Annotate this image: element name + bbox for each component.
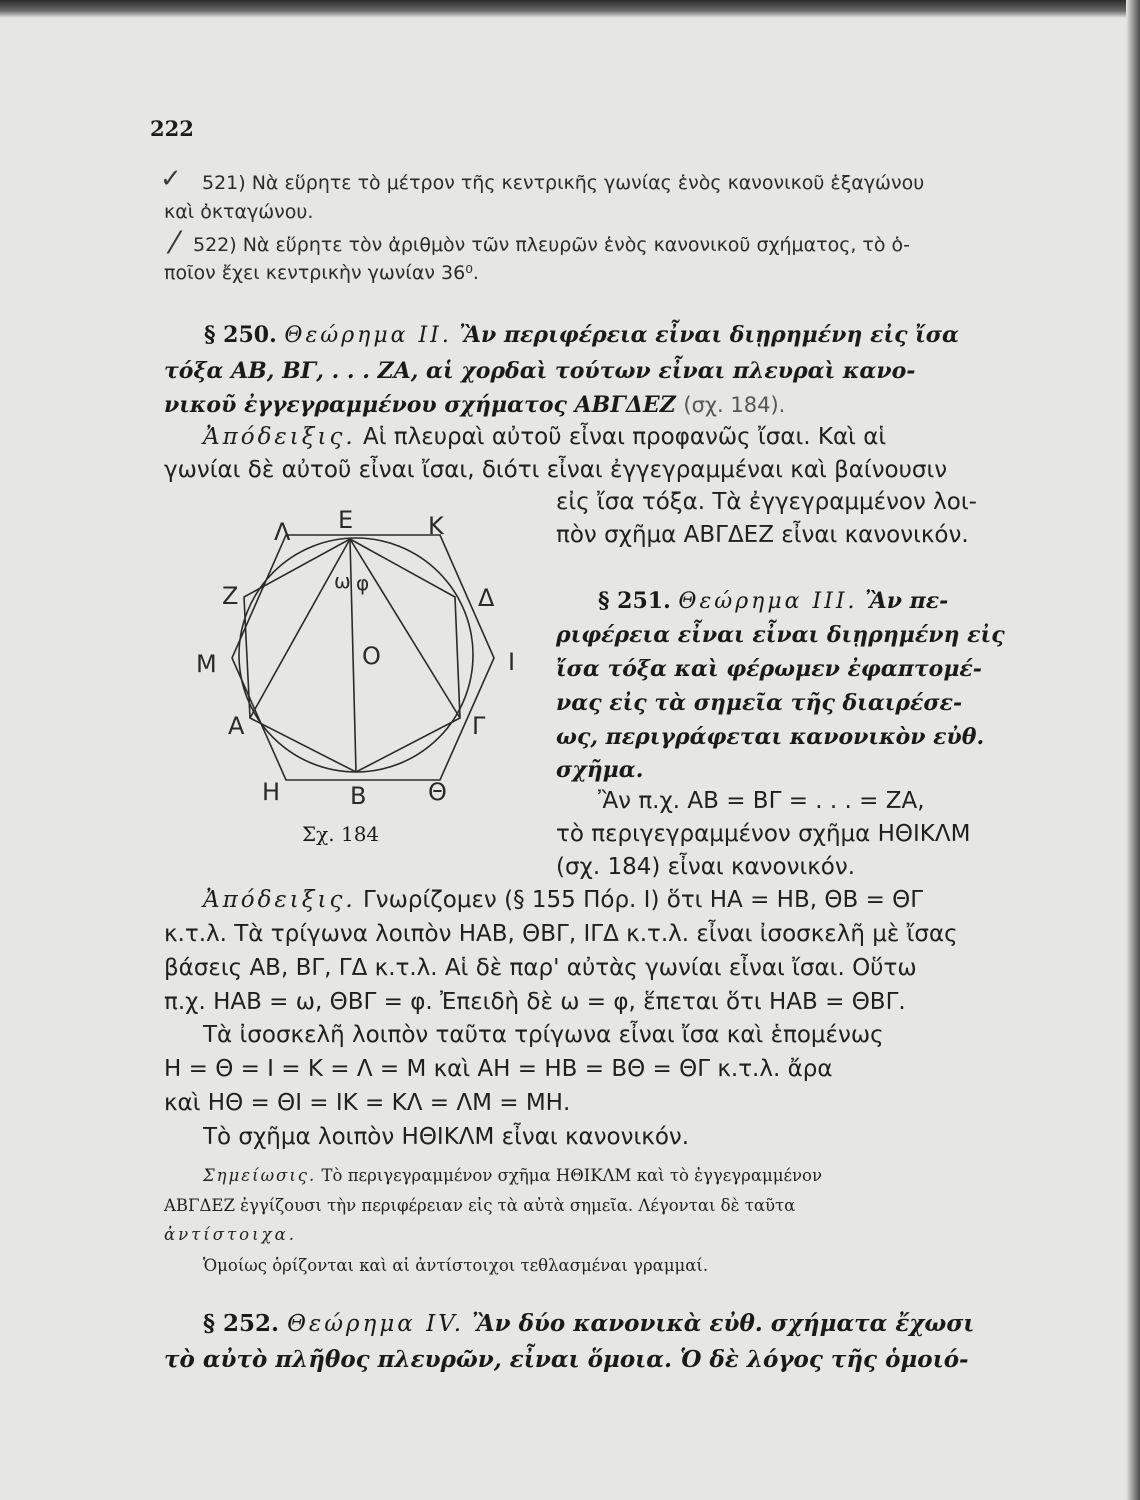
s251-statement-1: Ἂν πε-	[865, 588, 949, 614]
s252-number: § 252.	[203, 1310, 280, 1337]
s251-proof-line-6: Η = Θ = Ι = Κ = Λ = Μ καὶ ΑΗ = ΗΒ = ΒΘ = ΘΓ κ.τ.λ. ἄρα	[164, 1056, 833, 1082]
exercise-522-line-1: 522) Νὰ εὕρητε τὸν ἀριθμὸν τῶν πλευρῶν ἑνὸς κανονικοῦ σχήματος, τὸ ὁ-	[193, 234, 911, 256]
s251-proof-line-1	[203, 887, 923, 913]
s250-statement-1: Ἂν περιφέρεια εἶναι διῃρημένη εἰς ἴσα	[459, 322, 959, 348]
label-Z: Ζ	[222, 582, 239, 610]
s250-statement-3: νικοῦ ἐγγεγραμμένου σχήματος ΑΒΓΔΕΖ	[164, 392, 676, 418]
s250-proof-line-4: πὸν σχῆμα ΑΒΓΔΕΖ εἶναι κανονικόν.	[556, 522, 969, 548]
exercise-521-line-2: καὶ ὀκταγώνου.	[164, 201, 314, 223]
chord-EG	[350, 539, 460, 718]
figure-caption: Σχ. 184	[302, 822, 380, 846]
s252-label: Θεώρημα IV.	[287, 1311, 465, 1337]
slash-mark-icon: ⁄	[172, 226, 178, 261]
s251-statement-2: ριφέρεια εἶναι εἶναι διῃρημένη εἰς	[556, 622, 1005, 648]
s250-proof-line-3: εἰς ἴσα τόξα. Τὰ ἐγγεγραμμένον λοι-	[556, 489, 977, 515]
label-B: Β	[350, 782, 367, 810]
s252-statement-2: τὸ αὐτὸ πλῆθος πλευρῶν, εἶναι ὅμοια. Ὁ δὲ λόγος τῆς ὁμοιό-	[164, 1346, 969, 1373]
label-G: Γ	[472, 712, 486, 740]
s250-proof-line-1	[203, 424, 886, 450]
label-H: Η	[262, 778, 281, 806]
exercise-521-line-1: 521) Νὰ εὕρητε τὸ μέτρον τῆς κεντρικῆς γωνίας ἑνὸς κανονικοῦ ἑξαγώνου	[202, 172, 925, 194]
s250-statement-2: τόξα ΑΒ, ΒΓ, . . . ΖΑ, αἱ χορδαὶ τούτων εἶναι πλευραὶ κανο-	[164, 358, 916, 384]
label-M: Μ	[196, 650, 217, 678]
s250-proof-text-1: Αἱ πλευραὶ αὐτοῦ εἶναι προφανῶς ἴσαι. Καὶ αἱ	[362, 424, 887, 450]
s250-proof-line-2: γωνίαι δὲ αὐτοῦ εἶναι ἴσαι, διότι εἶναι ἐγγεγραμμέναι καὶ βαίνουσιν	[164, 457, 948, 483]
remark-text-1: Τὸ περιγεγραμμένον σχῆμα ΗΘΙΚΛΜ καὶ τὸ ἐγγεγραμμένον	[321, 1166, 822, 1185]
s251-statement-5: ως, περιγράφεται κανονικὸν εὐθ.	[556, 724, 985, 750]
label-L: Λ	[274, 518, 291, 546]
s251-proof-label: Ἀπόδειξις.	[203, 887, 356, 913]
remark-label: Σημείωσις.	[203, 1166, 317, 1185]
s251-proof-line-5: Τὰ ἰσοσκελῆ λοιπὸν ταῦτα τρίγωνα εἶναι ἴσα καὶ ἑπομένως	[203, 1022, 884, 1048]
s251-statement-3: ἴσα τόξα καὶ φέρωμεν ἐφαπτομέ-	[556, 656, 982, 682]
remark-line-2: ΑΒΓΔΕΖ ἐγγίζουσι τὴν περιφέρειαν εἰς τὰ αὐτὰ σημεῖα. Λέγονται δὲ ταῦτα	[164, 1196, 796, 1215]
s251-statement-6: σχῆμα.	[556, 757, 644, 783]
exercise-522-line-2: ποῖον ἔχει κεντρικὴν γωνίαν 36⁰.	[164, 262, 479, 284]
s251-example-line-3: (σχ. 184) εἶναι κανονικόν.	[556, 854, 856, 880]
s251-example-line-1: Ἂν π.χ. ΑΒ = ΒΓ = . . . = ΖΑ,	[598, 788, 925, 814]
label-D: Δ	[478, 584, 495, 612]
s251-heading	[598, 588, 948, 614]
s251-statement-4: νας εἰς τὰ σημεῖα τῆς διαιρέσε-	[556, 690, 963, 716]
remark-line-3: ἀντίστοιχα.	[164, 1225, 297, 1244]
label-E: Ε	[338, 506, 354, 534]
s250-heading	[204, 322, 959, 348]
label-K: Κ	[428, 512, 444, 540]
label-phi: φ	[356, 571, 370, 595]
figure-184	[165, 505, 545, 830]
label-omega: ω	[334, 569, 351, 593]
s251-example-line-2: τὸ περιγεγραμμένον σχῆμα ΗΘΙΚΛΜ	[556, 821, 971, 847]
s251-proof-line-8: Τὸ σχῆμα λοιπὸν ΗΘΙΚΛΜ εἶναι κανονικόν.	[203, 1124, 690, 1150]
s250-figure-ref: (σχ. 184).	[683, 393, 786, 417]
s252-statement-1: Ἂν δύο κανονικὰ εὐθ. σχήματα ἔχωσι	[472, 1310, 975, 1337]
label-O: Ο	[362, 642, 381, 670]
label-TH: Θ	[428, 778, 447, 806]
s252-heading	[203, 1310, 974, 1337]
scan-top-edge	[0, 0, 1140, 18]
s250-statement-3-row	[164, 392, 785, 418]
scan-right-edge	[1126, 0, 1140, 1500]
page-number: 222	[150, 116, 194, 141]
s251-number: § 251.	[598, 588, 671, 614]
s251-proof-line-7: καὶ ΗΘ = ΘΙ = ΙΚ = ΚΛ = ΛΜ = ΜΗ.	[164, 1090, 571, 1116]
s251-proof-text-1: Γνωρίζομεν (§ 155 Πόρ. Ι) ὅτι ΗΑ = ΗΒ, ΘΒ = ΘΓ	[362, 887, 924, 913]
remark-line-1	[203, 1166, 822, 1185]
remark-line-4: Ὁμοίως ὁρίζονται καὶ αἱ ἀντίστοιχοι τεθλασμέναι γραμμαί.	[203, 1256, 709, 1275]
s251-proof-line-2: κ.τ.λ. Τὰ τρίγωνα λοιπὸν ΗΑΒ, ΘΒΓ, ΙΓΔ κ.τ.λ. εἶναι ἰσοσκελῆ μὲ ἴσας	[164, 921, 958, 947]
check-mark-icon: ✓	[160, 164, 182, 194]
inscribed-hexagon	[244, 539, 460, 772]
label-A: Α	[228, 712, 245, 740]
s251-label: Θεώρημα III.	[678, 589, 858, 614]
s251-proof-line-3: βάσεις ΑΒ, ΒΓ, ΓΔ κ.τ.λ. Αἱ δὲ παρ' αὐτὰς γωνίαι εἶναι ἴσαι. Οὕτω	[164, 955, 917, 981]
s250-proof-label: Ἀπόδειξις.	[203, 424, 356, 450]
s251-proof-line-4: π.χ. ΗΑΒ = ω, ΘΒΓ = φ. Ἐπειδὴ δὲ ω = φ, ἕπεται ὅτι ΗΑΒ = ΘΒΓ.	[164, 989, 906, 1015]
s250-number: § 250.	[204, 322, 277, 348]
label-I: Ι	[508, 648, 516, 676]
s250-label: Θεώρημα II.	[284, 323, 452, 348]
